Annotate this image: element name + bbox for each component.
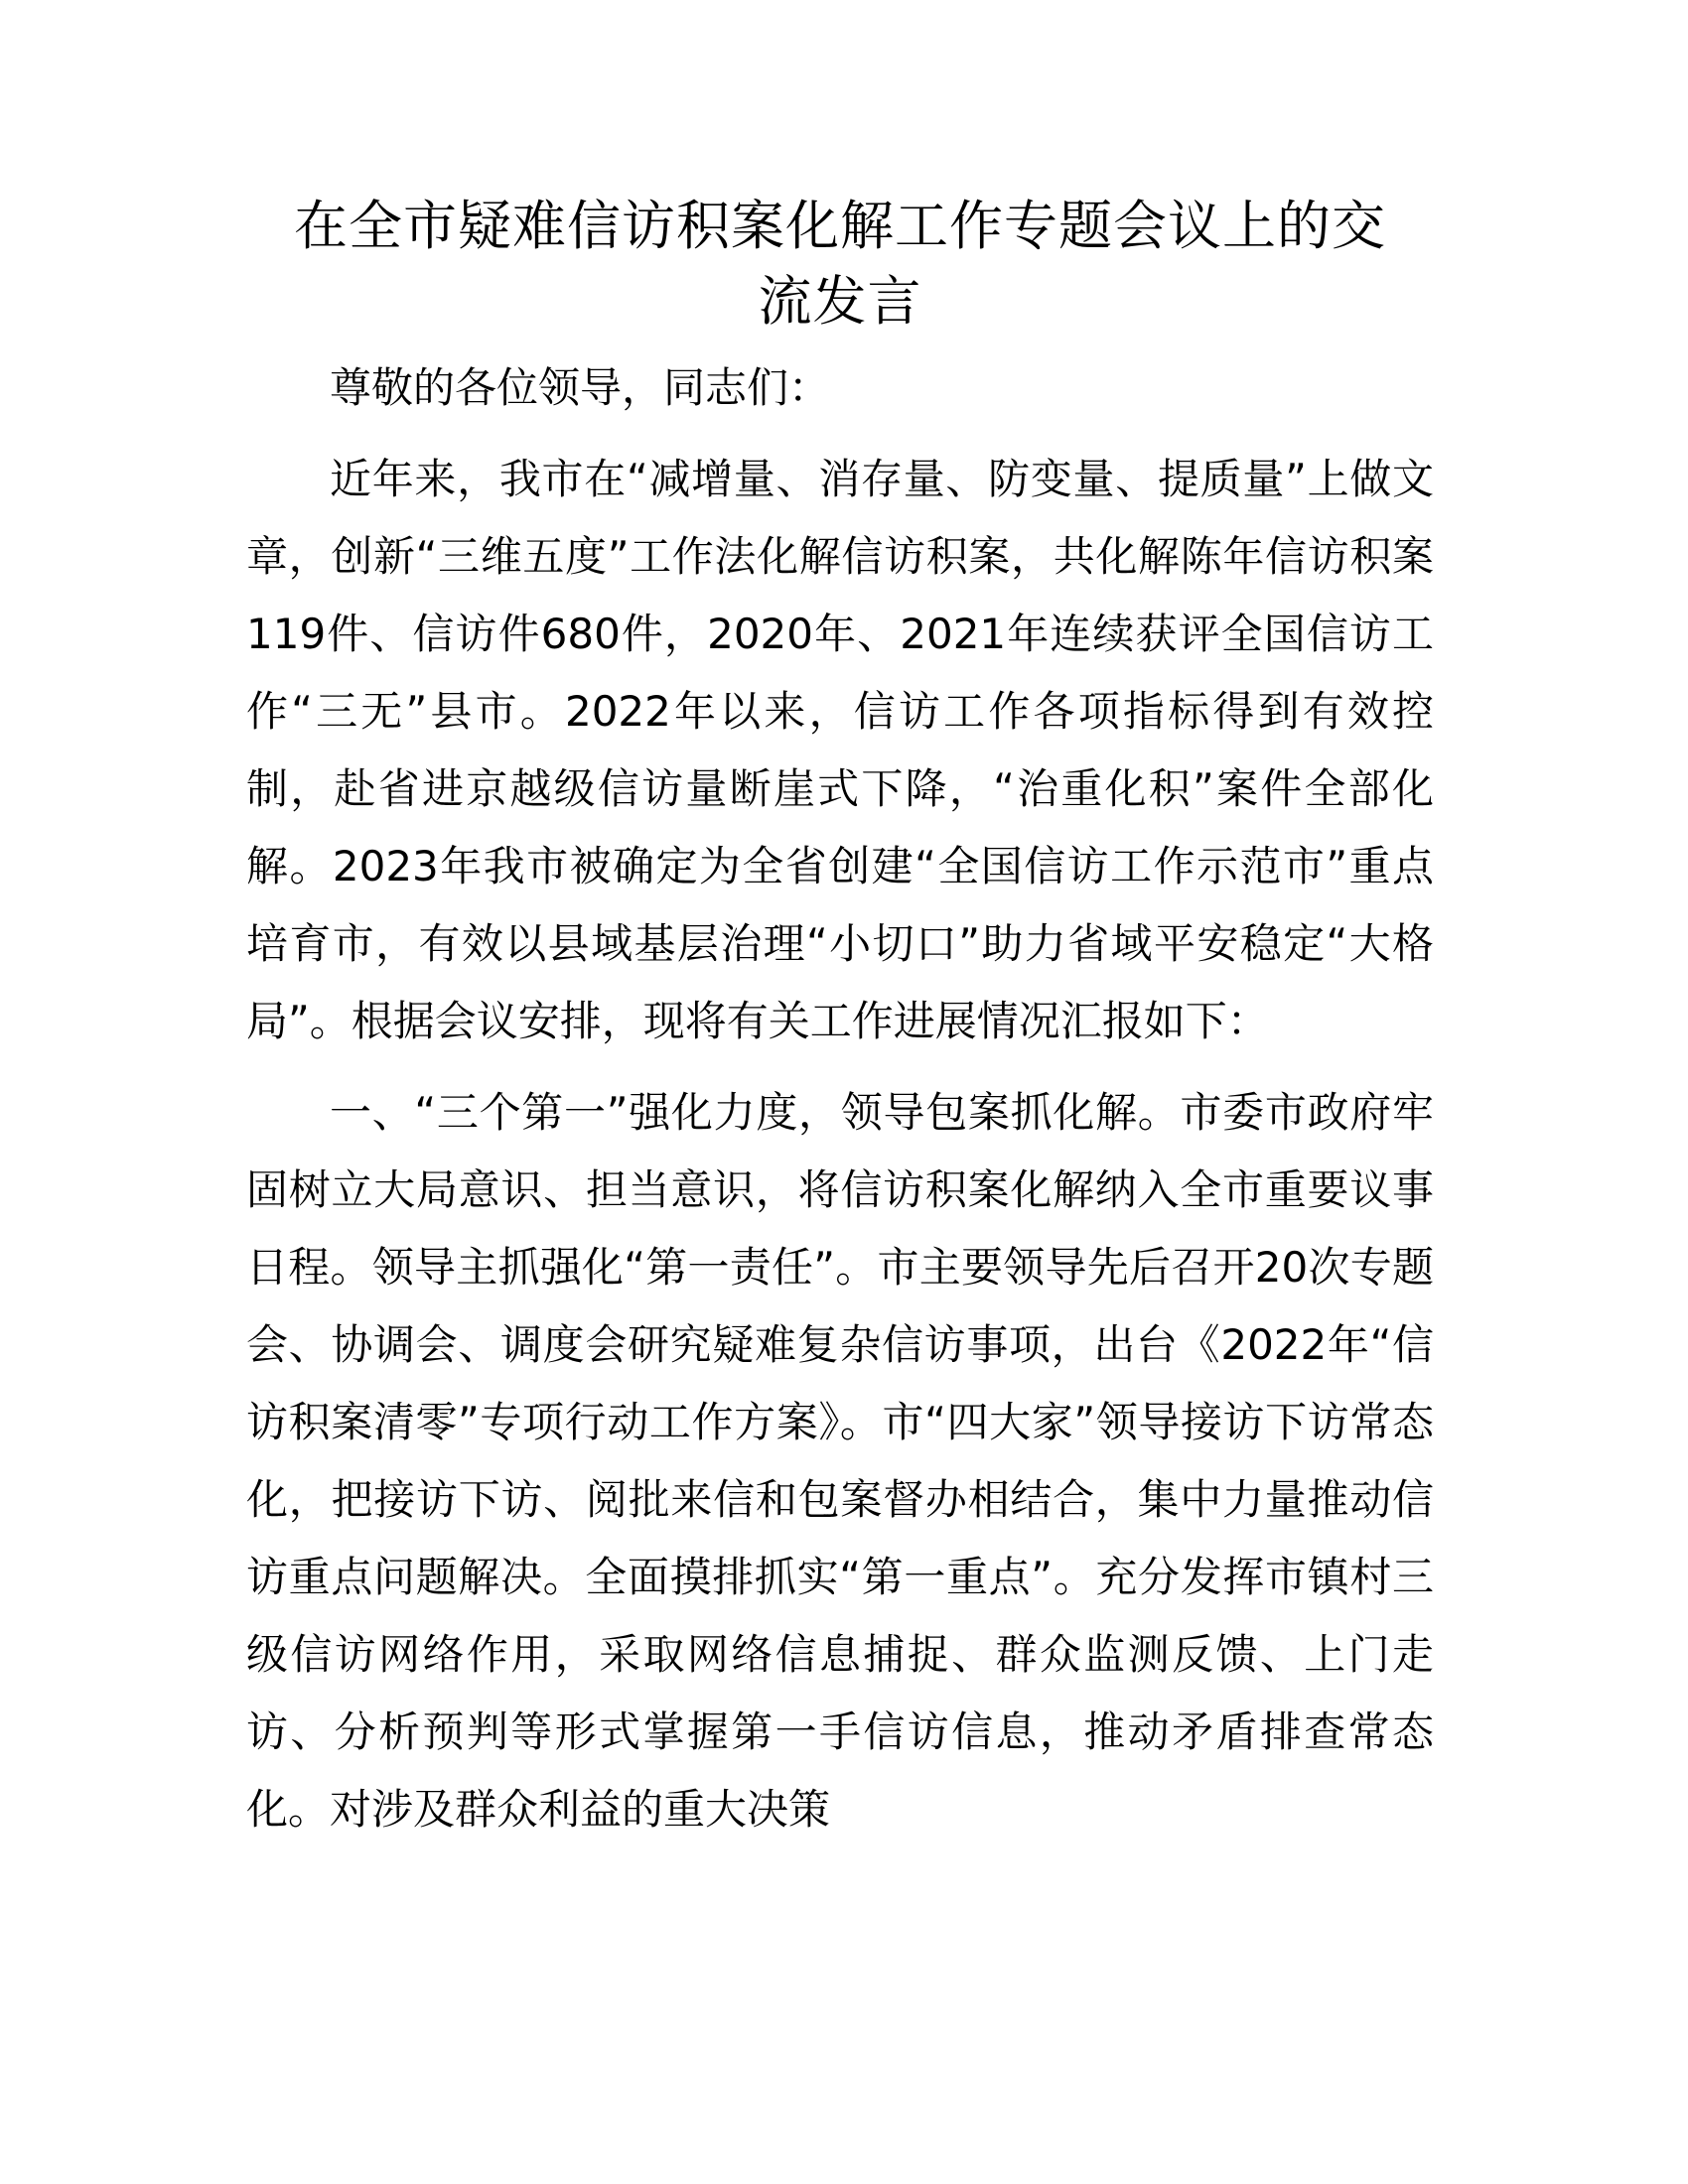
- title-line-2: 流发言: [758, 270, 922, 333]
- document-title: [246, 189, 1434, 340]
- paragraph-section-1: 一、“三个第一”强化力度，领导包案抓化解。市委市政府牢固树立大局意识、担当意识，将信访积案化解纳入全市重要议事日程。领导主抓强化“第一责任”。市主要领导先后召开20次专题会、协调会、调度会研究疑难复杂信访事项，出台《2022年“信访积案清零”专项行动工作方案》。市“四大家”领导接访下访常态化，把接访下访、阅批来信和包案督办相结合，集中力量推动信访重点问题解决。全面摸排抓实“第一重点”。充分发挥市镇村三级信访网络作用，采取网络信息捕捉、群众监测反馈、上门走访、分析预判等形式掌握第一手信访信息，推动矛盾排查常态化。对涉及群众利益的重大决策: [246, 1088, 1434, 1834]
- salutation: 尊敬的各位领导，同志们：: [330, 363, 831, 412]
- paragraph-intro: 近年来，我市在“减增量、消存量、防变量、提质量”上做文章，创新“三维五度”工作法化解信访积案，共化解陈年信访积案119件、信访件680件，2020年、2021年连续获评全国信访工作“三无”县市。2022年以来，信访工作各项指标得到有效控制，赴省进京越级信访量断崖式下降，“治重化积”案件全部化解。2023年我市被确定为全省创建“全国信访工作示范市”重点培育市，有效以县域基层治理“小切口”助力省域平安稳定“大格局”。根据会议安排，现将有关工作进展情况汇报如下：: [246, 455, 1434, 1045]
- title-line-1: 在全市疑难信访积案化解工作专题会议上的交: [294, 195, 1386, 257]
- document-body: [246, 349, 1434, 1848]
- document-page: [246, 189, 1434, 1848]
